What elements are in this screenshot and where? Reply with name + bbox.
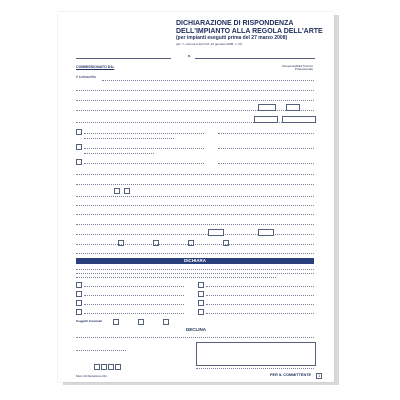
- declaration-line-4: [84, 313, 184, 314]
- field-row-2[interactable]: [76, 100, 314, 101]
- option-checkbox-4[interactable]: [114, 188, 120, 194]
- declaration-line-2: [84, 295, 184, 296]
- form-title-line2: DELL'IMPIANTO ALLA REGOLA DELL'ARTE: [176, 28, 323, 35]
- declaration-checkbox-1[interactable]: [76, 282, 82, 288]
- type-checkbox-1[interactable]: [118, 240, 124, 246]
- signature-box[interactable]: [196, 342, 316, 366]
- field-row-5[interactable]: [76, 174, 314, 175]
- type-checkbox-4[interactable]: [223, 240, 229, 246]
- signature-line-2[interactable]: [196, 368, 314, 369]
- field-row-7[interactable]: [76, 196, 314, 197]
- declaration-line-7: [206, 304, 314, 305]
- field-row-13[interactable]: [76, 253, 314, 254]
- declaration-checkbox-2[interactable]: [76, 291, 82, 297]
- field-row-6[interactable]: [76, 184, 314, 185]
- declaration-checkbox-3[interactable]: [76, 300, 82, 306]
- dichiara-band: [76, 258, 314, 264]
- option-checkbox-2[interactable]: [76, 144, 82, 150]
- declaration-line-3: [84, 304, 184, 305]
- declina-text-1: [76, 337, 314, 338]
- form-title-line1: DICHIARAZIONE DI RISPONDENZA: [176, 20, 294, 27]
- field-row-8[interactable]: [76, 205, 314, 206]
- small-box-a[interactable]: [208, 229, 224, 236]
- option-line-2b: [84, 153, 154, 154]
- declaration-checkbox-7[interactable]: [198, 300, 204, 306]
- option-line-2: [84, 148, 204, 149]
- declina-heading: DECLINA: [186, 327, 206, 332]
- declaration-line-8: [206, 313, 314, 314]
- declaration-line-1: [84, 286, 184, 287]
- form-reference: (art. 7, comma 6 del D.M. 22 gennaio 2008, n. 37): [176, 42, 243, 46]
- responsibility-note: Responsabilità Tecnico Professionale: [282, 64, 313, 71]
- declaration-text-2: [76, 273, 314, 274]
- form-subtitle: (per impianti eseguiti prima del 27 marzo 2008): [176, 35, 288, 41]
- declaration-checkbox-4[interactable]: [76, 309, 82, 315]
- field-row-right-3[interactable]: [218, 163, 314, 164]
- option-checkbox-3[interactable]: [76, 159, 82, 165]
- type-checkbox-2[interactable]: [153, 240, 159, 246]
- date-box-3[interactable]: [108, 364, 114, 370]
- field-row-10[interactable]: [76, 224, 314, 225]
- undersigned-label: Il sottoscritto: [76, 75, 97, 79]
- declaration-checkbox-5[interactable]: [198, 282, 204, 288]
- date-box-2[interactable]: [101, 364, 107, 370]
- date-box-4[interactable]: [115, 364, 121, 370]
- undersigned-field[interactable]: [102, 80, 314, 81]
- number-line: [195, 58, 315, 59]
- option-line-3: [84, 163, 204, 164]
- subject-checkbox-3[interactable]: [163, 319, 169, 325]
- option-checkbox-1[interactable]: [76, 129, 82, 135]
- subjects-label: Soggetti incaricati: [76, 319, 103, 323]
- option-checkbox-5[interactable]: [124, 188, 130, 194]
- top-rule-left: [76, 58, 171, 59]
- cap-box[interactable]: [258, 104, 276, 111]
- number-label: n.: [188, 54, 192, 58]
- dichiara-heading: DICHIARA: [184, 258, 206, 263]
- subject-checkbox-2[interactable]: [138, 319, 144, 325]
- declaration-text-1: [76, 269, 314, 270]
- footer-right-text: PER IL COMMITTENTE: [270, 373, 312, 377]
- field-row-11[interactable]: [76, 234, 314, 235]
- field-row-9[interactable]: [76, 214, 314, 215]
- form-page: [58, 12, 334, 382]
- date-line[interactable]: [76, 350, 126, 351]
- date-box-1[interactable]: [94, 364, 100, 370]
- page-number: 1: [318, 373, 321, 378]
- subject-checkbox-1[interactable]: [113, 319, 119, 325]
- field-row-right-1[interactable]: [218, 133, 314, 134]
- declaration-checkbox-6[interactable]: [198, 291, 204, 297]
- prov-box[interactable]: [286, 104, 300, 111]
- type-checkbox-3[interactable]: [188, 240, 194, 246]
- commissioned-by-label: COMMISSIONATO DA:: [76, 65, 115, 69]
- declaration-line-5: [206, 286, 314, 287]
- small-box-b[interactable]: [258, 229, 274, 236]
- declaration-line-6: [206, 295, 314, 296]
- declaration-checkbox-8[interactable]: [198, 309, 204, 315]
- piva-box[interactable]: [282, 116, 316, 123]
- field-row-1[interactable]: [76, 90, 314, 91]
- tel-box[interactable]: [254, 116, 278, 123]
- option-line-1b: [84, 138, 174, 139]
- field-row-3[interactable]: [76, 110, 314, 111]
- field-row-4[interactable]: [76, 122, 314, 123]
- field-row-12[interactable]: [76, 244, 314, 245]
- declaration-text-3: [76, 277, 276, 278]
- footer-left-text: Mod. Dichiarazione Ric.: [76, 374, 108, 378]
- option-line-1: [84, 133, 204, 134]
- field-row-right-2[interactable]: [218, 148, 314, 149]
